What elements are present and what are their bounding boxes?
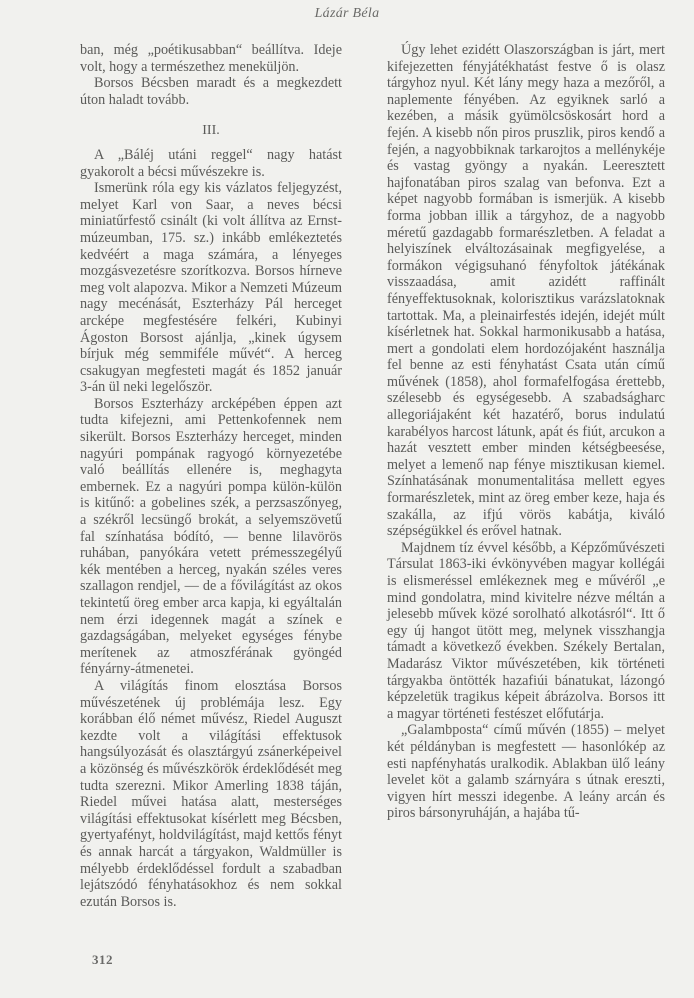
paragraph: Borsos Bécsben maradt és a megkezdett úton haladt tovább.: [80, 75, 342, 108]
paragraph: Úgy lehet ezidétt Olaszországban is járt, mert kifejezetten fényjátékhatást festve ő is olasz tárgyhoz nyul. Két lány megy haza a mezőről, a naplemente fényében. Az egyiknek sarló a kezében, a másik gyümölcsöskosárt hord a fején. A kisebb nőn piros pruszlik, piros kendő a fején, a nagyobbiknak tarkarojtos a mellénykéje és vastag gyöngy a nyakán. Leeresztett hajfonatában piros szalag van befonva. Ezt a képet nagyobb formában is ismerjük. A kisebb forma jobban illik a tárgyhoz, de a nagyobb méretű gazdagabb formarészletben. A feladat a helyiszínek elváltozásainak megfigyelése, a formákon végigsuhanó fényfoltok játékának visszaadása, amit azidétt raffinált fényeffektusoknak, kolorisztikus varázslatoknak tartottak. Ma, a pleinairfestés idején, idejét múlt kísérletnek hat. Sokkal harmonikusabb a hatása, mert a gondolati elem hordozójaként használja fel benne az esti fényhatást Csata után című művének (1858), ahol formafelfogása érettebb, szélesebb és egységesebb. A szabadságharc allegoriájaként két hazatérő, borus indulatú karabélyos harcost látunk, apát és fiút, arcukon a hazát vesztett ember minden kétségbeesése, melyet a lemenő nap fénye misztikusan kiemel. Színhatásának monumentalitása mellett egyes formarészletek, mint az öreg ember keze, haja és szakálla, az ifjú vörös kabátja, kiváló szépségükkel és erővel hatnak.: [387, 42, 665, 540]
paragraph: A „Báléj utáni reggel“ nagy hatást gyakorolt a bécsi művészekre is.: [80, 146, 342, 180]
paragraph: Majdnem tíz évvel később, a Képzőművészeti Társulat 1863-iki évkönyvében magyar kollégái is elismeréssel emlékeznek meg e művéről „e mind gondolatra, mind kivitelre nézve méltán a jelesebb művek közé sorolható alkotásról“. Itt ő egy új hangot ütött meg, melynek visszhangja támadt a következő években. Székely Bertalan, Madarász Viktor művészetében, kik történeti tárgyakba öntötték hazafiúi bánatukat, lázongó képzeletük tragikus képeit ábrázolva. Borsos itt a magyar történeti festészet előfutárja.: [387, 539, 665, 722]
paragraph: „Galambposta“ című művén (1855) – melyet két példányban is megfestett — hasonlókép az esti napfényhatás uralkodik. Ablakban ülő leány levelet köt a galamb szárnyára s útnak ereszti, vigyen hírt messzi idegenbe. A leány arcán és piros bársonyruháján, a hajába tű-: [387, 722, 665, 822]
paragraph: Ismerünk róla egy kis vázlatos feljegyzést, melyet Karl von Saar, a neves bécsi miniatűrfestő csinált (ki volt állítva az Ernst-múzeumban, 175. sz.) inkább emlékeztetés kedvéért a maga számára, a lényeges mozgásvezetésre szorítkozva. Borsos hírneve meg volt alapozva. Mikor a Nemzeti Múzeum nagy mecénását, Eszterházy Pál herceget arcképe megfestésére felkéri, Kubinyi Ágoston Borsost ajánlja, „kinek úgysem bírjuk még semmiféle művét“. A herceg csakugyan megfesteti magát és 1852 január 3-án ül neki legelőször.: [80, 180, 342, 396]
section-heading: III.: [202, 123, 220, 139]
left-column: [80, 42, 342, 910]
paragraph: ban, még „poétikusabban“ beállítva. Ideje volt, hogy a természethez meneküljön.: [80, 42, 342, 75]
right-column: [387, 42, 665, 822]
running-head: Lázár Béla: [314, 6, 380, 21]
paragraph: A világítás finom elosztása Borsos művészetének új problémája lesz. Egy korábban élő német művész, Riedel Auguszt kezdte volt a világítási effektusok hangsúlyozását és olasztárgyú zsánerképeivel a közönség és művészkörök érdeklődését meg tudta szerezni. Mikor Amerling 1838 táján, Riedel művei hatása alatt, mesterséges világítási effektusokat kísérlett meg Bécsben, gyertyafényt, holdvilágítást, majd kettős fényt és annak harcát a tárgyakon, Waldmüller is mélyebb érdeklődéssel fordult a szabadban lejátszódó fényhatásokhoz és nem sokkal ezután Borsos is.: [80, 677, 342, 910]
page-number: 312: [92, 952, 113, 967]
paragraph: Borsos Eszterházy arcképében éppen azt tudta kifejezni, ami Pettenkofennek nem sikerült. Borsos Eszterházy herceget, minden nagyúri pompának ragyogó környezetébe való beállítás ellenére is, meghagyta embernek. Ez a nagyúri pompa külön-külön is kitűnő: a gobelines szék, a perzsaszőnyeg, a székről lecsüngő brokát, a selyemszövetű fal színhatása bódító, — benne lilavörös ruhában, panyókára vetett prémesszegélyű kék mentében a herceg, nyakán széles veres szallagon rendjel, — de a fővilágítást az okos tekintetű öreg ember arca kapja, ki egyáltalán nem érzi idegennek magát a színek e gazdagságában, melyeket egységes fénybe merítenek az atmoszférának gyöngéd fényárny-átmenetei.: [80, 395, 342, 678]
